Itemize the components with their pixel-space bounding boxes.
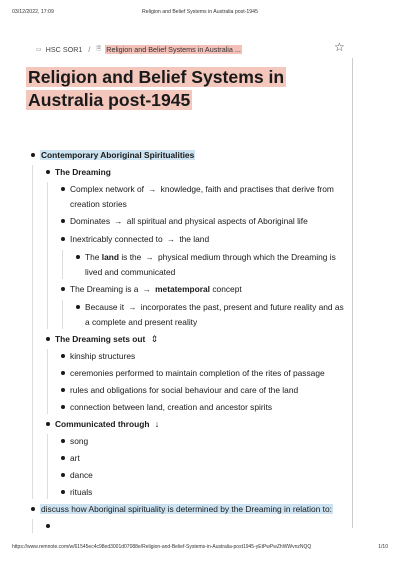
item-text: song xyxy=(70,436,89,446)
item-text: all spiritual and physical aspects of Aboriginal life xyxy=(126,216,308,226)
item-text: ceremonies performed to maintain completion of the rites of passage xyxy=(70,368,325,378)
item-text: The Dreaming is a xyxy=(70,284,139,294)
down-arrow-icon: ↓ xyxy=(154,419,160,429)
item-text: art xyxy=(70,453,80,463)
list-item[interactable] xyxy=(60,451,350,465)
list-item[interactable] xyxy=(30,502,350,533)
sets-out-heading: The Dreaming sets out xyxy=(55,334,146,344)
arrow-icon: → xyxy=(142,285,151,294)
list-item[interactable] xyxy=(60,366,350,380)
title-line-1: Religion and Belief Systems in xyxy=(28,67,285,87)
breadcrumb-current[interactable]: Religion and Belief Systems in Australia ... xyxy=(106,44,241,54)
page-title xyxy=(26,66,326,112)
item-text: physical medium through which the Dreaming is lived and communicated xyxy=(85,252,336,277)
item-text: kinship structures xyxy=(70,351,136,361)
print-footer xyxy=(0,544,400,556)
print-date: 03/12/2022, 17:09 xyxy=(12,9,54,15)
star-icon[interactable]: ☆ xyxy=(334,40,345,54)
arrow-icon: → xyxy=(114,217,123,226)
discuss-prompt: discuss how Aboriginal spirituality is determined by the Dreaming in relation to: xyxy=(41,504,332,514)
list-item[interactable] xyxy=(60,214,350,229)
item-text: The xyxy=(85,252,100,262)
list-item[interactable] xyxy=(60,182,350,211)
folder-icon: ▭ xyxy=(36,46,42,53)
list-item[interactable] xyxy=(60,232,350,279)
item-text: Complex network of xyxy=(70,184,145,194)
breadcrumb-separator: / xyxy=(88,44,91,54)
item-text: the land xyxy=(179,234,210,244)
arrow-icon: → xyxy=(145,253,154,262)
arrow-icon: → xyxy=(148,185,157,194)
print-header xyxy=(0,9,400,21)
empty-list-item[interactable] xyxy=(45,519,350,533)
updown-arrow-icon: ⇕ xyxy=(150,334,159,344)
breadcrumb-root[interactable]: HSC SOR1 xyxy=(45,44,83,54)
item-text: rituals xyxy=(70,487,93,497)
list-item[interactable] xyxy=(30,148,350,499)
list-item[interactable] xyxy=(60,400,350,414)
print-title: Religion and Belief Systems in Australia post-1945 xyxy=(142,9,258,15)
print-url: https://www.remnote.com/w/61545ec4c98ed3001d07088e/Religion-and-Belief-Systems-in-Australia-post1945-yEtPwPwZhWWvnzNQQ xyxy=(12,544,312,550)
arrow-icon: → xyxy=(166,235,175,244)
item-text: Dominates xyxy=(70,216,111,226)
title-line-2: Australia post-1945 xyxy=(28,90,191,110)
list-item[interactable] xyxy=(45,332,350,414)
item-text: connection between land, creation and ancestor spirits xyxy=(70,402,273,412)
document-icon: 🗎 xyxy=(96,46,102,52)
item-text: dance xyxy=(70,470,93,480)
list-item[interactable] xyxy=(60,282,350,329)
item-text-bold: metatemporal xyxy=(155,284,211,294)
list-item[interactable] xyxy=(45,165,350,329)
item-text: concept xyxy=(212,284,242,294)
item-text-bold: land xyxy=(101,252,119,262)
outline xyxy=(30,148,350,536)
item-text: incorporates the past, present and future reality and as a complete and present reality xyxy=(85,302,344,327)
list-item[interactable] xyxy=(60,485,350,499)
list-item[interactable] xyxy=(75,300,350,329)
item-text: knowledge, faith and practises that derive from creation stories xyxy=(70,184,334,209)
breadcrumb xyxy=(36,44,336,54)
item-text: is the xyxy=(121,252,142,262)
item-text: Inextricably connected to xyxy=(70,234,163,244)
list-item[interactable] xyxy=(60,434,350,448)
list-item[interactable] xyxy=(45,417,350,499)
list-item[interactable] xyxy=(75,250,350,279)
item-text: rules and obligations for social behaviour and care of the land xyxy=(70,385,299,395)
communicated-heading: Communicated through xyxy=(55,419,150,429)
item-text: Because it xyxy=(85,302,125,312)
editor-border xyxy=(352,58,353,528)
section-heading: Contemporary Aboriginal Spiritualities xyxy=(41,150,195,160)
arrow-icon: → xyxy=(128,303,137,312)
dreaming-heading: The Dreaming xyxy=(55,167,111,177)
page-number: 1/10 xyxy=(378,544,388,550)
list-item[interactable] xyxy=(60,383,350,397)
list-item[interactable] xyxy=(60,349,350,363)
list-item[interactable] xyxy=(60,468,350,482)
